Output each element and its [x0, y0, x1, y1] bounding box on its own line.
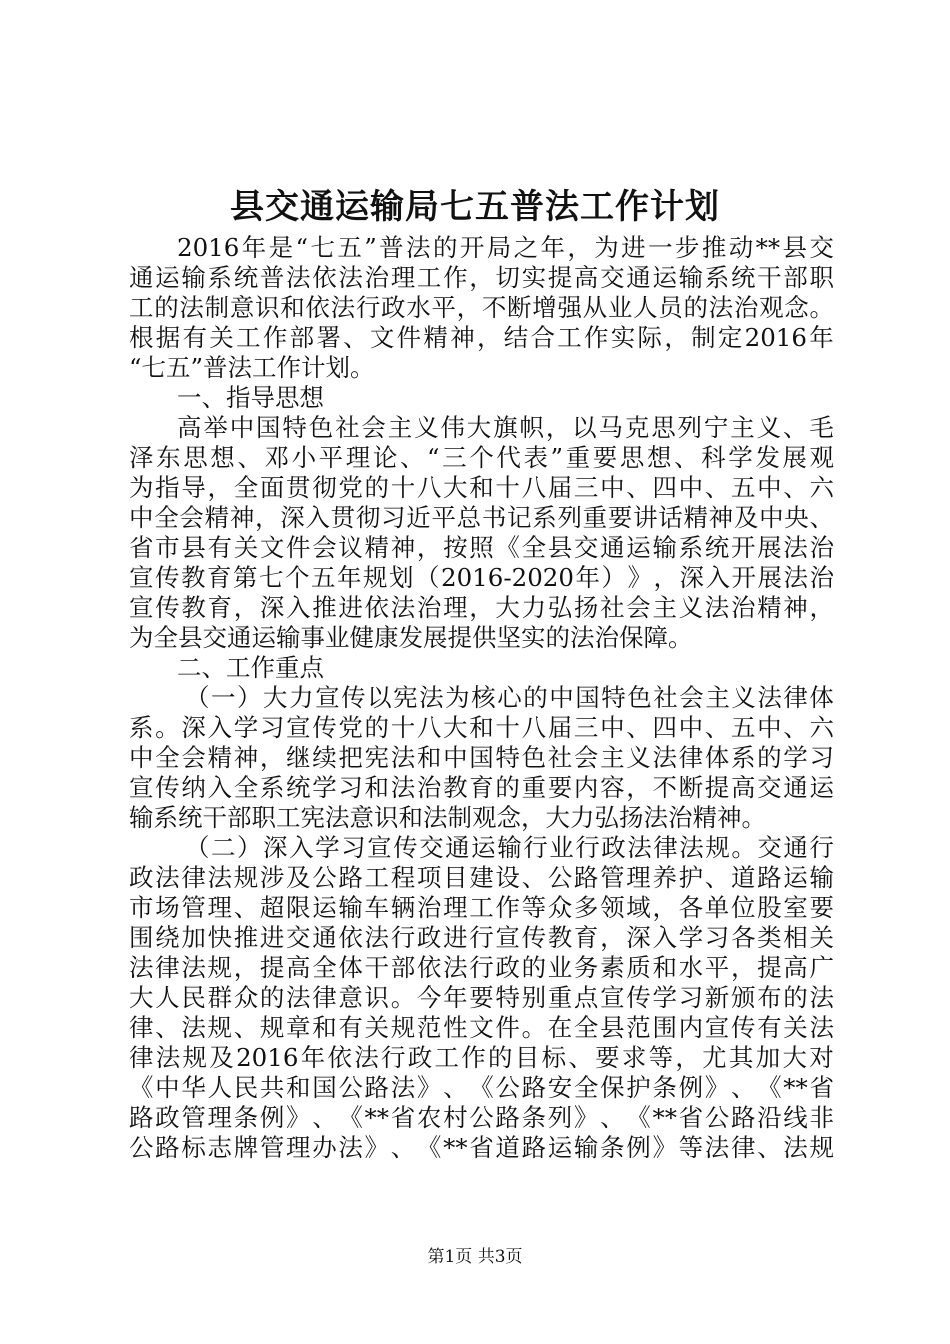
text-line: 2016 年 是 “ 七 五 ” 普 法 的 开 局 之 年 ， 为 进 一 步 推 动 ** 县 交 — [177, 233, 834, 262]
text-line: “七五”普法工作计划。 — [129, 353, 375, 382]
page-footer: 第1页 共3页 — [427, 1247, 523, 1267]
section-heading: 二、工作重点 — [177, 653, 324, 682]
text-line: 公 路 标 志 牌 管 理 办 法 》 、 《 ** 省 道 路 运 输 条 例 》 等 法 律 、 法 规 — [129, 1133, 834, 1162]
text-line: 工 的 法 制 意 识 和 依 法 行 政 水 平 ， 不 断 增 强 从 业 人 员 的 法 治 观 念 。 — [129, 293, 834, 322]
section-heading: 一、指导思想 — [177, 383, 324, 412]
text-line: 中 全 会 精 神 ， 继 续 把 宪 法 和 中 国 特 色 社 会 主 义 法 律 体 系 的 学 习 — [129, 743, 834, 772]
text-line: 律 法 规 及 2016 年 依 法 行 政 工 作 的 目 标 、 要 求 等 ， 尤 其 加 大 对 — [129, 1043, 834, 1072]
text-line: 市 场 管 理 、 超 限 运 输 车 辆 治 理 工 作 等 众 多 领 域 ， 各 单 位 股 室 要 — [129, 893, 834, 922]
text-line: （ 一 ） 大 力 宣 传 以 宪 法 为 核 心 的 中 国 特 色 社 会 主 义 法 律 体 — [185, 683, 834, 712]
text-line: 为全县交通运输事业健康发展提供坚实的法治保障。 — [129, 623, 693, 652]
text-line: 《 中 华 人 民 共 和 国 公 路 法 》 、 《 公 路 安 全 保 护 条 例 》 、 《 ** 省 — [129, 1073, 834, 1102]
text-line: 输系统干部职工宪法意识和法制观念，大力弘扬法治精神。 — [129, 803, 766, 832]
text-line: 法 律 法 规 ， 提 高 全 体 干 部 依 法 行 政 的 业 务 素 质 和 水 平 ， 提 高 广 — [129, 953, 834, 982]
text-line: 高 举 中 国 特 色 社 会 主 义 伟 大 旗 帜 ， 以 马 克 思 列 宁 主 义 、 毛 — [177, 413, 834, 442]
text-line: 宣 传 教 育 第 七 个 五 年 规 划 （ 2016-2020 年 ） 》 ， 深 入 开 展 法 治 — [129, 563, 834, 592]
text-line: 根 据 有 关 工 作 部 署 、 文 件 精 神 ， 结 合 工 作 实 际 ， 制 定 2016 年 — [129, 323, 834, 352]
text-line: 路 政 管 理 条 例 》 、 《 ** 省 农 村 公 路 条 列 》 、 《 ** 省 公 路 沿 线 非 — [129, 1103, 834, 1132]
page-title: 县交通运输局七五普法工作计划 — [230, 187, 720, 227]
text-line: 中 全 会 精 神 ， 深 入 贯 彻 习 近 平 总 书 记 系 列 重 要 讲 话 精 神 及 中 央 、 — [129, 503, 834, 532]
text-line: 宣 传 纳 入 全 系 统 学 习 和 法 治 教 育 的 重 要 内 容 ， 不 断 提 高 交 通 运 — [129, 773, 834, 802]
text-line: （ 二 ） 深 入 学 习 宣 传 交 通 运 输 行 业 行 政 法 律 法 规 。 交 通 行 — [185, 833, 834, 862]
text-line: 省 市 县 有 关 文 件 会 议 精 神 ， 按 照 《 全 县 交 通 运 输 系 统 开 展 法 治 — [129, 533, 834, 562]
text-line: 律 、 法 规 、 规 章 和 有 关 规 范 性 文 件 。 在 全 县 范 围 内 宣 传 有 关 法 — [129, 1013, 834, 1042]
text-line: 宣 传 教 育 ， 深 入 推 进 依 法 治 理 ， 大 力 弘 扬 社 会 主 义 法 治 精 神 ， — [129, 593, 834, 622]
document-body — [129, 233, 834, 1163]
text-line: 为 指 导 ， 全 面 贯 彻 党 的 十 八 大 和 十 八 届 三 中 、 四 中 、 五 中 、 六 — [129, 473, 834, 502]
text-line: 泽 东 思 想 、 邓 小 平 理 论 、 “ 三 个 代 表 ” 重 要 思 想 、 科 学 发 展 观 — [129, 443, 834, 472]
text-line: 系 。 深 入 学 习 宣 传 党 的 十 八 大 和 十 八 届 三 中 、 四 中 、 五 中 、 六 — [129, 713, 834, 742]
text-line: 政 法 律 法 规 涉 及 公 路 工 程 项 目 建 设 、 公 路 管 理 养 护 、 道 路 运 输 — [129, 863, 834, 892]
text-line: 通 运 输 系 统 普 法 依 法 治 理 工 作 ， 切 实 提 高 交 通 运 输 系 统 干 部 职 — [129, 263, 834, 292]
text-line: 围 绕 加 快 推 进 交 通 依 法 行 政 进 行 宣 传 教 育 ， 深 入 学 习 各 类 相 关 — [129, 923, 834, 952]
text-line: 大 人 民 群 众 的 法 律 意 识 。 今 年 要 特 别 重 点 宣 传 学 习 新 颁 布 的 法 — [129, 983, 834, 1012]
